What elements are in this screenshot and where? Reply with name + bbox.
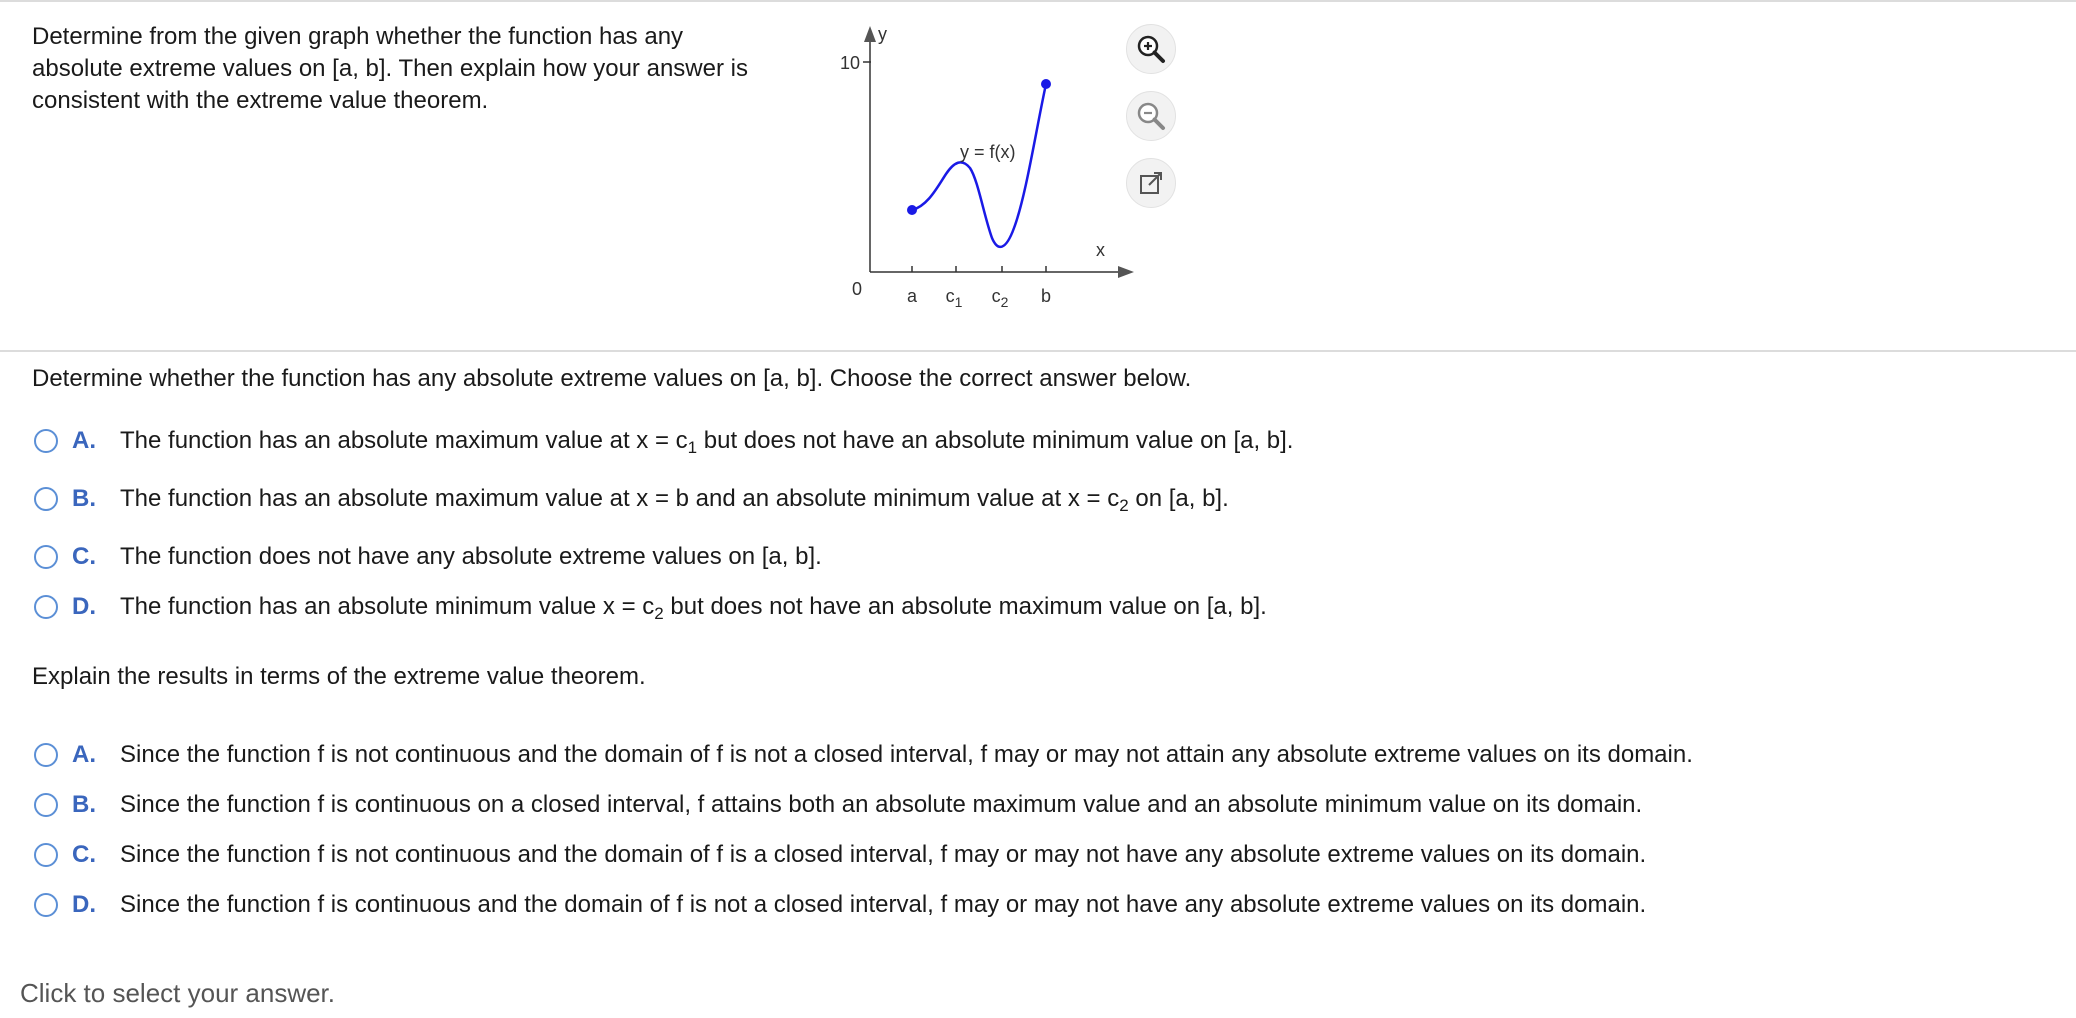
y-tick-label: 10 [839,53,860,73]
function-curve [912,84,1046,247]
section-divider [0,350,2076,352]
y-axis-arrow [864,26,876,42]
question-prompt: Determine from the given graph whether the function has any absolute extreme values on [a, b]. Then explain how your answer is consistent with the extreme value theorem. [32,23,748,114]
radio-button[interactable] [34,487,58,511]
x-tick-label-a: a [906,286,918,306]
x-tick-label-c1: $c_1$ [945,286,963,310]
x-axis-arrow [1118,266,1134,278]
endpoint-b-dot [1041,79,1051,89]
radio-button[interactable] [34,743,58,767]
part1-option-a[interactable] [34,425,1293,457]
part1-question: Determine whether the function has any absolute extreme values on [a, b]. Choose the correct answer below. [32,365,1192,392]
function-graph [820,20,1140,320]
top-divider [0,0,2076,2]
radio-button[interactable] [34,893,58,917]
option-letter: B. [72,485,96,512]
radio-button[interactable] [34,595,58,619]
curve-label: y = f(x) [960,142,1016,162]
option-letter: A. [72,427,96,454]
option-text: Since the function f is continuous and the domain of f is not a closed interval, f may or may not have any absolute extreme values on its domain. [120,891,1647,918]
part1-option-b[interactable] [34,483,1229,515]
part1-option-d[interactable] [34,591,1267,623]
footer-instruction: Click to select your answer. [20,978,336,1008]
option-letter: B. [72,791,96,818]
y-axis-label: y [878,24,887,44]
radio-button[interactable] [34,545,58,569]
x-tick-label-b: b [1040,286,1052,306]
option-text: The function has an absolute maximum value at x = b and an absolute minimum value at $x = c_2$ on [a, b]. [120,485,1229,515]
graph-tools [1126,24,1182,225]
option-letter: D. [72,891,96,918]
origin-label: 0 [852,279,863,299]
option-letter: A. [72,741,96,768]
graph-svg [820,20,1140,320]
zoom-out-button[interactable] [1126,91,1176,141]
option-text: The function has an absolute maximum value at $x = c_1$ but does not have an absolute minimum value on [a, b]. [120,427,1294,457]
radio-button[interactable] [34,429,58,453]
zoom-in-icon [1135,33,1167,65]
part2-question: Explain the results in terms of the extreme value theorem. [32,663,646,690]
option-letter: D. [72,593,96,620]
x-axis-label: x [1096,240,1105,260]
external-link-icon [1135,167,1167,199]
part1-option-c[interactable] [34,541,822,573]
popout-button[interactable] [1126,158,1176,208]
option-text: Since the function f is continuous on a closed interval, f attains both an absolute maximum value and an absolute minimum value on its domain. [120,791,1643,818]
radio-button[interactable] [34,843,58,867]
option-text: Since the function f is not continuous and the domain of f is not a closed interval, f may or may not attain any absolute extreme values on its domain. [120,741,1693,768]
part2-option-a[interactable] [34,739,1693,771]
option-text: The function has an absolute minimum value $x = c_2$ but does not have an absolute maximum value on [a, b]. [120,593,1267,623]
option-text: The function does not have any absolute extreme values on [a, b]. [120,543,822,570]
zoom-out-icon [1135,100,1167,132]
x-tick-label-c2: $c_2$ [991,286,1009,310]
part2-option-b[interactable] [34,789,1642,821]
option-letter: C. [72,841,96,868]
option-letter: C. [72,543,96,570]
option-text: Since the function f is not continuous and the domain of f is a closed interval, f may or may not have any absolute extreme values on its domain. [120,841,1647,868]
zoom-in-button[interactable] [1126,24,1176,74]
endpoint-a-dot [907,205,917,215]
part2-option-c[interactable] [34,839,1646,871]
radio-button[interactable] [34,793,58,817]
part2-option-d[interactable] [34,889,1646,921]
